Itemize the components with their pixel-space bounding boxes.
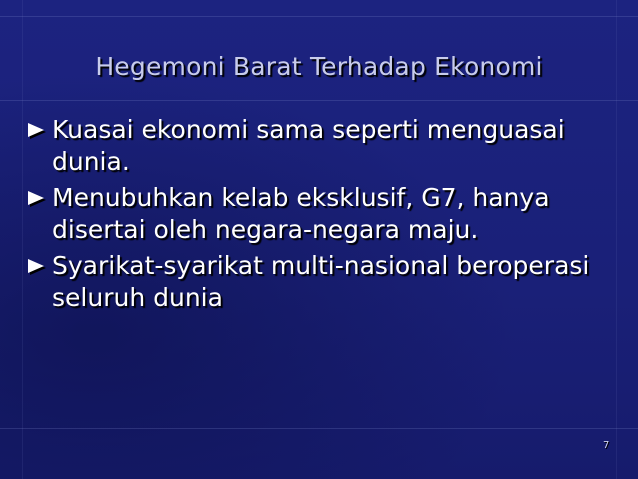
bullet-item (28, 250, 618, 314)
bullet-arrow-icon (28, 191, 44, 205)
bullet-item (28, 182, 618, 246)
decorative-line (0, 100, 638, 101)
bullet-text: Kuasai ekonomi sama seperti menguasai dunia. (52, 115, 565, 176)
bullet-arrow-icon (28, 123, 44, 137)
bullet-arrow-icon (28, 259, 44, 273)
bullet-list (28, 114, 618, 318)
bullet-text: Menubuhkan kelab eksklusif, G7, hanya disertai oleh negara-negara maju. (52, 183, 550, 244)
bullet-text: Syarikat-syarikat multi-nasional beroperasi seluruh dunia (52, 251, 590, 312)
decorative-line (0, 16, 638, 17)
slide-title: Hegemoni Barat Terhadap Ekonomi (95, 52, 543, 81)
page-number: 7 (603, 440, 610, 451)
decorative-line (0, 428, 638, 429)
bullet-item (28, 114, 618, 178)
